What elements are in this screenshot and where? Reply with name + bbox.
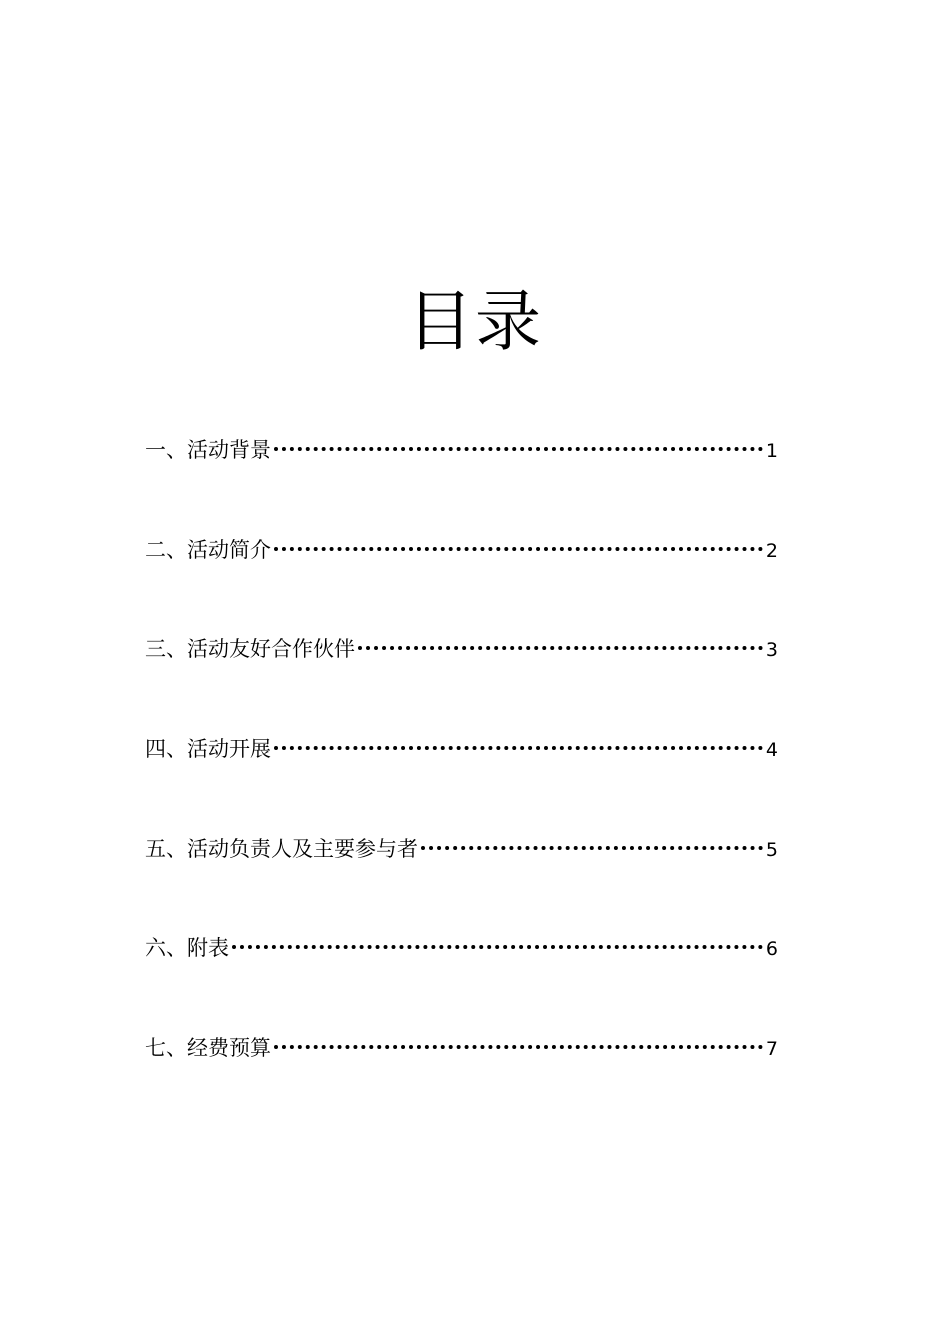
- toc-entry-4[interactable]: [145, 729, 778, 769]
- toc-entry-7[interactable]: [145, 1028, 778, 1068]
- toc-entry-6[interactable]: [145, 928, 778, 968]
- toc-entry-label: 四、活动开展: [145, 737, 271, 762]
- toc-leader-dots: [274, 447, 763, 451]
- table-of-contents: [145, 430, 778, 1128]
- toc-entry-label: 二、活动简介: [145, 537, 271, 562]
- toc-entry-3[interactable]: [145, 629, 778, 669]
- toc-entry-5[interactable]: [145, 829, 778, 869]
- toc-leader-dots: [274, 1045, 763, 1049]
- toc-page-number: 5: [765, 838, 778, 861]
- toc-page-number: 3: [765, 639, 778, 662]
- toc-leader-dots: [421, 846, 763, 850]
- page-title: 目录: [407, 283, 543, 361]
- toc-leader-dots: [232, 945, 763, 949]
- toc-entry-1[interactable]: [145, 430, 778, 470]
- toc-page-number: 7: [765, 1038, 778, 1061]
- toc-entry-2[interactable]: [145, 530, 778, 570]
- toc-page-number: 1: [765, 440, 778, 462]
- toc-entry-label: 七、经费预算: [145, 1036, 271, 1061]
- toc-entry-label: 五、活动负责人及主要参与者: [145, 836, 418, 861]
- toc-entry-label: 三、活动友好合作伙伴: [145, 637, 355, 662]
- toc-page-number: 4: [765, 739, 778, 762]
- toc-entry-label: 一、活动背景: [145, 438, 271, 462]
- toc-leader-dots: [274, 547, 763, 551]
- toc-page-number: 2: [765, 539, 778, 562]
- toc-page-number: 6: [765, 938, 778, 961]
- toc-leader-dots: [358, 646, 763, 650]
- toc-entry-label: 六、附表: [145, 936, 229, 961]
- toc-leader-dots: [274, 746, 763, 750]
